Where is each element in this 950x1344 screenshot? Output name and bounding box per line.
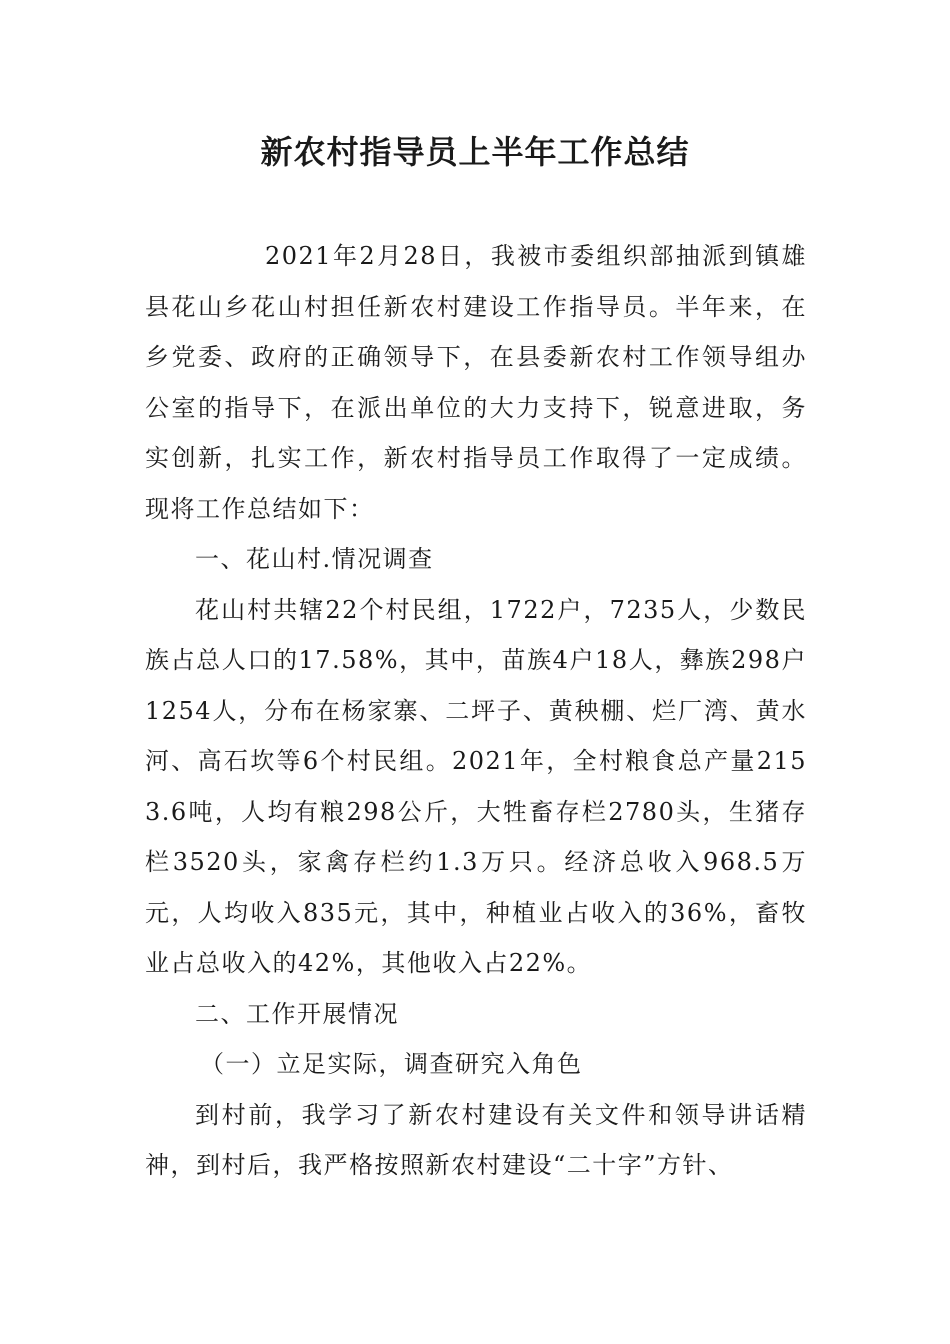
section-heading-village-survey: 一、花山村.情况调查: [195, 545, 434, 573]
research-paragraph: 到村前，我学习了新农村建设有关文件和领导讲话精神，到村后，我严格按照新农村建设“二十字”方针、: [145, 1100, 807, 1179]
section-heading-work-progress: 二、工作开展情况: [195, 999, 399, 1028]
village-statistics-paragraph: 花山村共辖22个村民组，1722户，7235人，少数民族占总人口的17.58%，其中，苗族4户18人，彝族298户1254人，分布在杨家寨、二坪子、黄秧棚、烂厂湾、黄水河、高石坎等6个村民组。2021年，全村粮食总产量2153.6吨，人均有粮298公斤，大牲畜存栏2780头，生猪存栏3520头，家禽存栏约1.3万只。经济总收入968.5万元，人均收入835元，其中，种植业占收入的36%，畜牧业占总收入的42%，其他收入占22%。: [145, 595, 807, 977]
intro-paragraph: 2021年2月28日，我被市委组织部抽派到镇雄县花山乡花山村担任新农村建设工作指导员。半年来，在乡党委、政府的正确领导下，在县委新农村工作领导组办公室的指导下，在派出单位的大力支持下，锐意进取，务实创新，扎实工作，新农村指导员工作取得了一定成绩。现将工作总结如下：: [145, 242, 807, 523]
subsection-heading-research: （一）立足实际，调查研究入角色: [200, 1050, 583, 1078]
document-body: [145, 231, 807, 1191]
document-title: 新农村指导员上半年工作总结: [260, 133, 690, 171]
